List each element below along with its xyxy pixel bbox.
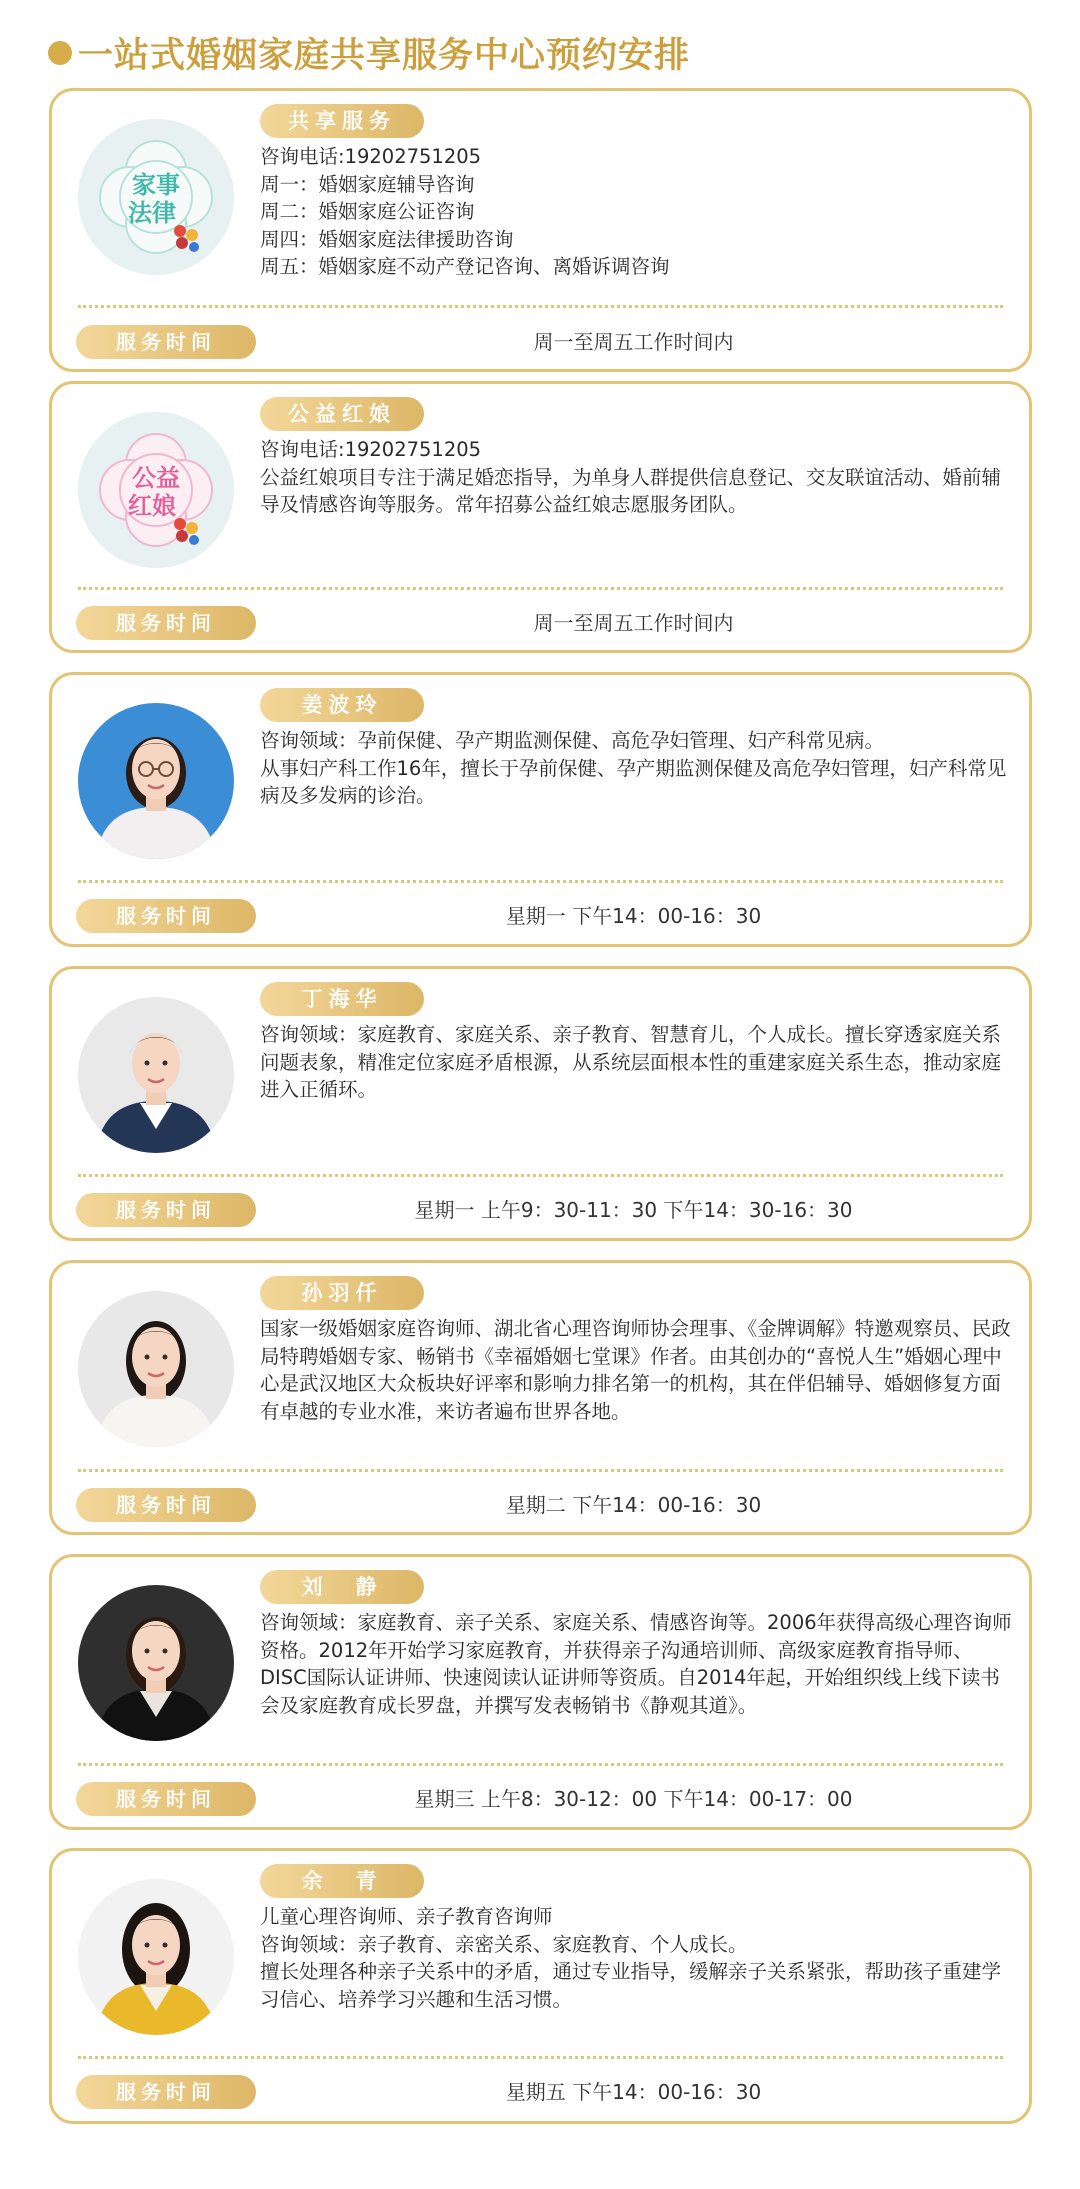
dotted-divider xyxy=(78,1469,1003,1472)
name-badge: 刘 静 xyxy=(260,1570,424,1604)
service-time-label: 服务时间 xyxy=(76,2075,256,2109)
dotted-divider xyxy=(78,2056,1003,2059)
description-line: 咨询电话:19202751205 xyxy=(260,438,482,461)
description-line: 从事妇产科工作16年，擅长于孕前保健、孕产期监测保健及高危孕妇管理，妇产科常见病及多发病的诊治。 xyxy=(260,756,1007,807)
description-line: 咨询领域：孕前保健、孕产期监测保健、高危孕妇管理、妇产科常见病。 xyxy=(260,729,885,752)
consultant-card xyxy=(49,1848,1032,2124)
dotted-divider xyxy=(78,880,1003,883)
name-badge: 姜波玲 xyxy=(260,688,424,722)
consultant-card xyxy=(49,1260,1032,1535)
consultant-avatar xyxy=(78,1585,234,1741)
dotted-divider xyxy=(78,305,1003,308)
service-time-label: 服务时间 xyxy=(76,1193,256,1227)
service-time-label: 服务时间 xyxy=(76,899,256,933)
name-badge: 丁海华 xyxy=(260,982,424,1016)
service-logo-icon xyxy=(78,412,234,568)
card-description xyxy=(260,727,1012,810)
card-description xyxy=(260,1903,1012,2013)
svg-text:红娘: 红娘 xyxy=(128,492,176,520)
service-time-value: 星期二 下午14：00-16：30 xyxy=(505,1493,762,1517)
consultant-card xyxy=(49,672,1032,947)
description-line: 周五：婚姻家庭不动产登记咨询、离婚诉调咨询 xyxy=(260,255,670,278)
svg-text:公益: 公益 xyxy=(132,464,180,492)
description-line: 周二：婚姻家庭公证咨询 xyxy=(260,200,475,223)
name-badge: 余 青 xyxy=(260,1864,424,1898)
description-line: 周一：婚姻家庭辅导咨询 xyxy=(260,172,475,196)
dotted-divider xyxy=(78,587,1003,590)
description-line: 公益红娘项目专注于满足婚恋指导，为单身人群提供信息登记、交友联谊活动、婚前辅导及情感咨询等服务。常年招募公益红娘志愿服务团队。 xyxy=(260,465,1002,516)
service-time-value: 星期一 下午14：00-16：30 xyxy=(505,904,762,928)
bullet-dot-icon xyxy=(48,41,72,65)
description-line: 咨询领域：家庭教育、亲子关系、家庭关系、情感咨询等。2006年获得高级心理咨询师资格。2012年开始学习家庭教育，并获得亲子沟通培训师、高级家庭教育指导师、DISC国际认证讲师、快速阅读认证讲师等资质。自2014年起，开始组织线上线下读书会及家庭教育成长罗盘，并撰写发表畅销书《静观其道》。 xyxy=(260,1611,1012,1717)
service-time-label: 服务时间 xyxy=(76,1488,256,1522)
consultant-card xyxy=(49,381,1032,653)
service-logo-icon xyxy=(78,119,234,275)
consultant-avatar xyxy=(78,1291,234,1447)
service-time-value: 星期三 上午8：30-12：00 下午14：00-17：00 xyxy=(414,1787,853,1811)
service-time-label: 服务时间 xyxy=(76,606,256,640)
name-badge: 共享服务 xyxy=(260,104,424,138)
consultant-card xyxy=(49,966,1032,1241)
description-line: 咨询领域：家庭教育、家庭关系、亲子教育、智慧育儿，个人成长。擅长穿透家庭关系问题表象，精准定位家庭矛盾根源，从系统层面根本性的重建家庭关系生态，推动家庭进入正循环。 xyxy=(260,1023,1002,1101)
description-line: 咨询电话:19202751205 xyxy=(260,145,482,168)
card-description xyxy=(260,1609,1012,1719)
page-title: 一站式婚姻家庭共享服务中心预约安排 xyxy=(78,36,691,76)
card-description xyxy=(260,1021,1012,1104)
svg-text:家事: 家事 xyxy=(132,171,180,199)
description-line: 儿童心理咨询师、亲子教育咨询师 xyxy=(260,1905,553,1928)
page-header xyxy=(48,28,690,78)
description-line: 国家一级婚姻家庭咨询师、湖北省心理咨询师协会理事、《金牌调解》特邀观察员、民政局特聘婚姻专家、畅销书《幸福婚姻七堂课》作者。由其创办的“喜悦人生”婚姻心理中心是武汉地区大众板块好评率和影响力排名第一的机构，其在伴侣辅导、婚姻修复方面有卓越的专业水准，来访者遍布世界各地。 xyxy=(260,1317,1011,1423)
service-time-value: 星期五 下午14：00-16：30 xyxy=(505,2080,762,2104)
consultant-card xyxy=(49,1554,1032,1830)
svg-text:法律: 法律 xyxy=(128,199,176,227)
service-time-label: 服务时间 xyxy=(76,325,256,359)
card-description xyxy=(260,436,1012,519)
consultant-card xyxy=(49,88,1032,372)
dotted-divider xyxy=(78,1763,1003,1766)
card-description xyxy=(260,143,1012,281)
consultant-avatar xyxy=(78,703,234,859)
consultant-avatar xyxy=(78,1879,234,2035)
service-time-value: 周一至周五工作时间内 xyxy=(533,611,734,635)
card-description xyxy=(260,1315,1012,1425)
service-time-value: 周一至周五工作时间内 xyxy=(533,330,734,354)
name-badge: 公益红娘 xyxy=(260,397,424,431)
consultant-avatar xyxy=(78,997,234,1153)
dotted-divider xyxy=(78,1174,1003,1177)
name-badge: 孙羽仟 xyxy=(260,1276,424,1310)
description-line: 咨询领域：亲子教育、亲密关系、家庭教育、个人成长。 xyxy=(260,1932,748,1956)
service-time-label: 服务时间 xyxy=(76,1782,256,1816)
description-line: 擅长处理各种亲子关系中的矛盾，通过专业指导，缓解亲子关系紧张，帮助孩子重建学习信心、培养学习兴趣和生活习惯。 xyxy=(260,1960,1002,2011)
service-time-value: 星期一 上午9：30-11：30 下午14：30-16：30 xyxy=(414,1198,853,1222)
description-line: 周四：婚姻家庭法律援助咨询 xyxy=(260,227,514,251)
